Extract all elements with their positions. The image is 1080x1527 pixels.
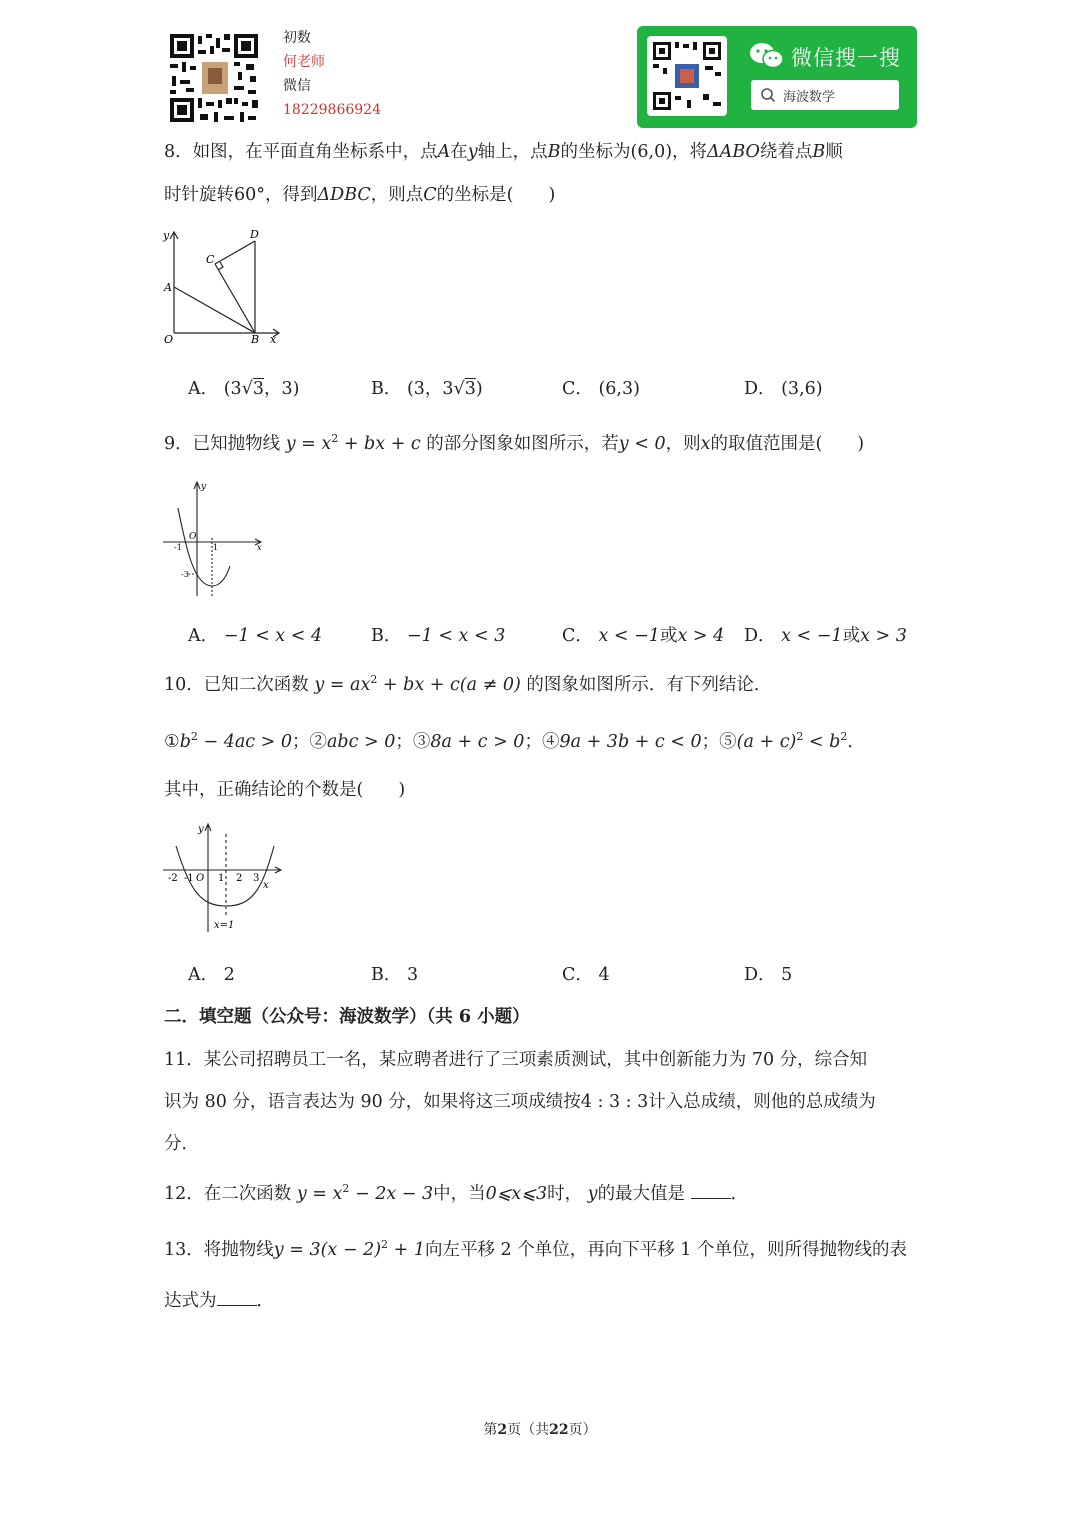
q13-text: 达式为	[164, 1291, 217, 1311]
q9-label-neg3: -3	[181, 570, 189, 579]
option-label: D．	[744, 965, 776, 985]
option-label: C．	[562, 379, 593, 399]
q11-line-1: 11．某公司招聘员工一名，某应聘者进行了三项素质测试，其中创新能力为 70 分，综合知	[164, 1050, 868, 1070]
q9-text: ，则	[665, 434, 701, 454]
q8-label-b: B	[251, 333, 260, 346]
q10-question: 其中，正确结论的个数是( )	[164, 780, 406, 800]
option-value: x < −1	[781, 626, 843, 646]
page-total: 22	[549, 1422, 569, 1438]
q8-option-d[interactable]	[744, 375, 823, 400]
q10-sep: ；	[701, 732, 720, 752]
option-value: −1 < x < 4	[223, 626, 323, 646]
q10-label-2: 2	[236, 873, 243, 884]
q8-label-y: y	[163, 229, 170, 242]
q10-option-c[interactable]	[562, 961, 610, 986]
option-label: B．	[371, 626, 402, 646]
q10-text: 的图象如图所示．有下列结论．	[526, 675, 772, 695]
q10-conclusion: − 4ac > 0	[197, 732, 292, 752]
q10-label-o: O	[196, 873, 205, 884]
banner-search-box[interactable]	[751, 80, 899, 110]
q10-label-x: x	[263, 880, 269, 891]
q10-sep: ；	[524, 732, 542, 752]
section-title-tail: 小题）	[477, 1007, 530, 1027]
q12-text: 的最大值是	[597, 1184, 686, 1204]
header-line-3: 微信	[283, 78, 311, 94]
q8-text: 的坐标为	[560, 142, 631, 162]
q13-text: 向左平移 2 个单位，再向下平移 1 个单位，则所得抛物线的表	[424, 1240, 908, 1260]
q8-label-d: D	[250, 228, 259, 241]
q10-conclusions	[164, 728, 865, 753]
q10-label-axis: x=1	[214, 920, 235, 931]
q10-conclusion-num: ⑤	[719, 732, 737, 752]
q9-text: 的部分图象如图所示，若	[426, 434, 619, 454]
q10-conclusion: abc > 0	[327, 732, 396, 752]
q13-exponent: 2	[381, 1238, 389, 1251]
q12-exponent: 2	[342, 1182, 350, 1195]
option-text: ，3)	[263, 379, 300, 399]
footer-text: 第	[483, 1422, 498, 1438]
q10-conclusion: b	[179, 732, 191, 752]
q8-point-b: B	[812, 142, 826, 162]
option-or: 或	[842, 626, 861, 646]
option-label: C．	[562, 626, 593, 646]
option-label: B．	[371, 965, 402, 985]
q9-option-d[interactable]	[744, 622, 907, 647]
q9-label-x: x	[257, 543, 262, 552]
option-value: 3	[406, 965, 419, 985]
option-value: 4	[598, 965, 610, 985]
option-label: C．	[562, 965, 593, 985]
q10-option-a[interactable]	[188, 961, 235, 986]
footer-text: 页）	[568, 1422, 597, 1438]
q8-text: 顺	[825, 142, 843, 162]
q8-point-c: C	[423, 185, 437, 205]
answer-blank[interactable]	[217, 1291, 257, 1306]
q12-text: 12．在二次函数	[164, 1184, 292, 1204]
q10-conclusion-num: ④	[541, 732, 560, 752]
q8-option-c[interactable]	[562, 375, 640, 400]
q10-exponent: 2	[370, 673, 378, 686]
qr-code-icon	[168, 32, 260, 124]
q10-label-neg1: -1	[184, 873, 194, 884]
q9-option-c[interactable]	[562, 622, 724, 647]
qr-code-icon	[647, 36, 727, 116]
q9-option-a[interactable]	[188, 622, 322, 647]
q8-figure	[160, 225, 290, 350]
option-text: (3	[223, 379, 242, 399]
answer-blank[interactable]	[691, 1184, 731, 1199]
q10-exponent: 2	[190, 730, 198, 743]
q10-exponent: 2	[840, 730, 848, 743]
q9-x-var: x	[700, 434, 711, 454]
q8-option-a[interactable]: A． (3√3，3)	[188, 379, 300, 399]
q8-angle: 60°	[234, 185, 266, 205]
q10-conclusion: < b	[803, 732, 841, 752]
q8-line-2	[164, 181, 555, 206]
q12-formula: − 2x − 3	[349, 1184, 434, 1204]
q12-text: ．	[730, 1184, 749, 1204]
radicand: 3	[252, 379, 264, 399]
q13-line-2	[164, 1287, 274, 1312]
q8-line-1	[164, 138, 843, 163]
option-value: (3,6)	[781, 379, 823, 399]
section-title: 二．填空题（公众号：海波数学）（共	[164, 1007, 453, 1027]
q10-label-neg2: -2	[168, 873, 178, 884]
footer-text: 页（共	[507, 1422, 550, 1438]
wechat-logo-icon	[749, 42, 785, 70]
q12-range: 0⩽x⩽3	[485, 1184, 548, 1204]
q9-line-1	[164, 430, 864, 455]
teacher-name: 何老师	[283, 54, 325, 70]
banner-title: 微信搜一搜	[791, 46, 901, 70]
q10-label-3: 3	[253, 873, 260, 884]
q10-text: 10．已知二次函数	[164, 675, 309, 695]
q8-triangle-abo: ΔABO	[707, 142, 760, 162]
q8-label-a: A	[164, 281, 172, 294]
q12-formula: y = x	[296, 1184, 343, 1204]
q8-text: 8．如图，在平面直角坐标系中，点	[164, 142, 438, 162]
option-value: 2	[223, 965, 235, 985]
option-label: D．	[744, 379, 776, 399]
option-text: (3，3	[406, 379, 454, 399]
q10-conclusion-num: ③	[412, 732, 431, 752]
option-value: x > 3	[860, 626, 907, 646]
search-icon	[760, 87, 776, 103]
q10-sep: ．	[847, 732, 865, 752]
q9-figure	[160, 478, 270, 603]
q13-line-1	[164, 1236, 907, 1261]
search-query: 海波数学	[783, 90, 836, 105]
header-line-1: 初数	[283, 30, 311, 46]
section-heading	[164, 1003, 530, 1028]
page-footer	[0, 1419, 1080, 1439]
q13-formula: + 1	[388, 1240, 425, 1260]
q9-condition: y < 0	[618, 434, 666, 454]
q9-label-o: O	[189, 532, 197, 542]
q8-text: 在	[450, 142, 468, 162]
q10-option-b[interactable]	[371, 961, 418, 986]
q9-text: 9．已知抛物线	[164, 434, 281, 454]
q10-conclusion: (a + c)	[736, 732, 797, 752]
q10-exponent: 2	[796, 730, 804, 743]
q10-conclusion-num: ①	[164, 732, 180, 752]
q10-label-1: 1	[218, 873, 225, 884]
q9-label-1: 1	[213, 543, 219, 552]
q11-text: 识为 80 分，语言表达为 90 分，如果将这三项成绩按	[164, 1092, 581, 1112]
q8-triangle-dbc: ΔDBC	[317, 185, 371, 205]
option-label: A．	[188, 965, 219, 985]
option-value: (6,3)	[598, 379, 640, 399]
q9-exponent: 2	[331, 432, 339, 445]
q10-option-d[interactable]	[744, 961, 792, 986]
q8-text: ，则点	[370, 185, 424, 205]
q8-option-b[interactable]: B． (3，3√3)	[371, 379, 483, 399]
q8-text: 的坐标是( )	[436, 185, 556, 205]
q8-coord: (6,0)	[630, 142, 673, 162]
phone-number: 18229866924	[283, 102, 381, 118]
option-text: )	[475, 379, 483, 399]
radicand: 3	[464, 379, 476, 399]
q8-point-a: A	[437, 142, 451, 162]
page-number: 2	[497, 1422, 508, 1438]
q8-text: ，得到	[265, 185, 318, 205]
q10-line-1	[164, 671, 771, 696]
q10-label-y: y	[198, 824, 204, 835]
q10-sep: ；	[292, 732, 310, 752]
q11-line-3: 分．	[164, 1134, 199, 1154]
q13-formula: y = 3(x − 2)	[273, 1240, 382, 1260]
q12-y-var: y	[587, 1184, 598, 1204]
banner-qr-code	[647, 36, 727, 116]
q9-option-b[interactable]	[371, 622, 505, 647]
q8-label-o: O	[164, 333, 174, 346]
q12-text: 中，当	[433, 1184, 486, 1204]
q10-figure	[160, 820, 290, 938]
q10-formula: + bx + c(a ≠ 0)	[377, 675, 521, 695]
q8-text: 时针旋转	[164, 185, 234, 205]
option-value: x < −1	[598, 626, 660, 646]
wechat-search-banner[interactable]	[637, 26, 917, 128]
option-label: A．	[188, 379, 219, 399]
q8-label-c: C	[206, 253, 215, 266]
teacher-info	[283, 26, 381, 122]
section-count: 6	[458, 1007, 472, 1027]
option-value: x > 4	[677, 626, 725, 646]
q10-formula: y = ax	[314, 675, 371, 695]
option-label: A．	[188, 626, 219, 646]
q8-y-var: y	[467, 142, 478, 162]
q10-conclusion-num: ②	[309, 732, 327, 752]
q9-formula: + bx + c	[338, 434, 421, 454]
q9-label-neg1: -1	[174, 543, 182, 552]
option-or: 或	[659, 626, 678, 646]
q8-text: 轴上，点	[477, 142, 548, 162]
q11-ratio: 4 : 3 : 3	[580, 1092, 649, 1112]
option-label: D．	[744, 626, 776, 646]
q10-conclusion: 8a + c > 0	[430, 732, 525, 752]
option-label: B．	[371, 379, 402, 399]
option-value: 5	[781, 965, 793, 985]
q8-text: 绕着点	[759, 142, 813, 162]
q12-line	[164, 1180, 748, 1205]
q13-text: 13．将抛物线	[164, 1240, 274, 1260]
q13-text: ．	[256, 1291, 274, 1311]
q8-label-x: x	[270, 333, 277, 346]
q8-point-b: B	[547, 142, 561, 162]
option-value: −1 < x < 3	[406, 626, 506, 646]
q9-formula: y = x	[285, 434, 332, 454]
q9-text: 的取值范围是( )	[710, 434, 865, 454]
q10-sep: ；	[395, 732, 413, 752]
q9-label-y: y	[201, 482, 207, 492]
q12-text: 时，	[547, 1184, 583, 1204]
q11-text: 计入总成绩，则他的总成绩为	[648, 1092, 876, 1112]
q10-conclusion: 9a + 3b + c < 0	[559, 732, 702, 752]
q8-text: ，将	[672, 142, 708, 162]
q11-line-2	[164, 1088, 876, 1113]
